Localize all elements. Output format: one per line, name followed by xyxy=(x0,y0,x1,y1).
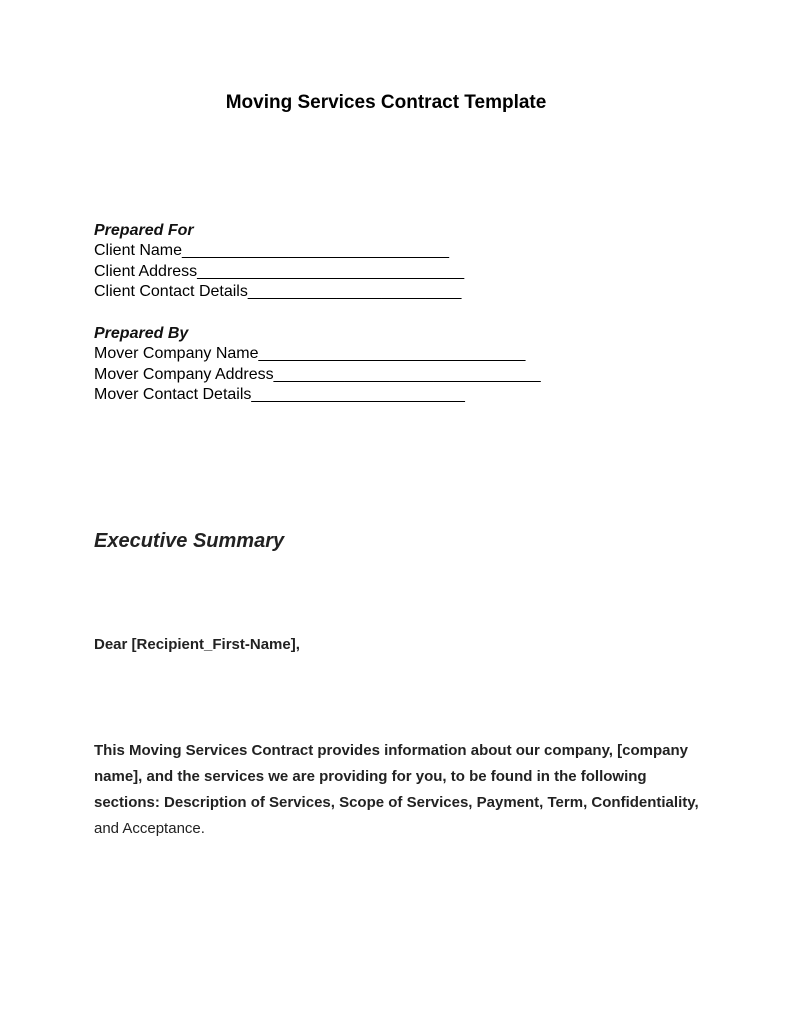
prepared-by-section xyxy=(94,323,714,406)
summary-paragraph-bold: This Moving Services Contract provides information about our company, [company name], and the services we are providing for you, to be found in the following sections: Description of Services, Scope of Services, Payment, Term, Confidentiality, xyxy=(94,742,699,811)
mover-contact-blank: ________________________ xyxy=(251,386,465,403)
mover-company-name-blank: ______________________________ xyxy=(258,345,526,362)
client-contact-field xyxy=(94,282,714,303)
summary-paragraph-normal: and Acceptance. xyxy=(94,820,205,837)
client-contact-label: Client Contact Details xyxy=(94,283,248,300)
executive-summary-heading: Executive Summary xyxy=(94,530,285,552)
prepared-for-heading: Prepared For xyxy=(94,222,194,239)
summary-paragraph xyxy=(94,738,714,842)
prepared-by-heading: Prepared By xyxy=(94,325,189,342)
prepared-for-section xyxy=(94,220,714,303)
client-name-field xyxy=(94,241,714,262)
mover-contact-field xyxy=(94,385,714,406)
client-name-label: Client Name xyxy=(94,242,183,259)
client-address-blank: ______________________________ xyxy=(197,262,465,280)
mover-company-name-label: Mover Company Name xyxy=(94,345,259,362)
mover-company-address-blank: ______________________________ xyxy=(273,365,541,383)
document-title: Moving Services Contract Template xyxy=(225,92,547,113)
mover-company-address-label: Mover Company Address xyxy=(94,365,274,383)
mover-company-name-field xyxy=(94,344,714,365)
mover-contact-label: Mover Contact Details xyxy=(94,386,252,403)
client-contact-blank: ________________________ xyxy=(247,283,462,300)
salutation: Dear [Recipient_First-Name], xyxy=(94,636,300,653)
client-address-label: Client Address xyxy=(94,262,198,280)
client-address-field xyxy=(94,262,714,283)
client-name-blank: ______________________________ xyxy=(182,242,449,259)
mover-company-address-field xyxy=(94,365,714,386)
